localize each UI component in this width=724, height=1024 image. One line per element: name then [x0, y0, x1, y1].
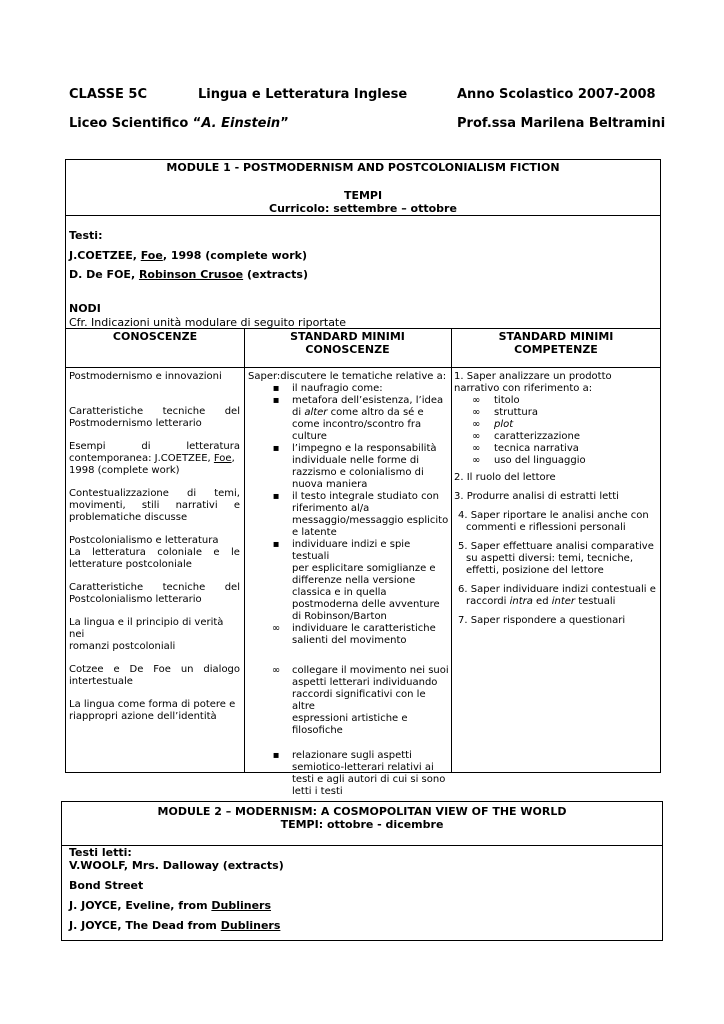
- text: ,: [231, 453, 235, 464]
- item-text: salienti del movimento: [292, 635, 407, 646]
- item-text: testi e agli autori di cui si sono: [292, 774, 446, 785]
- word: e: [233, 500, 240, 511]
- item-text: l’impegno e la responsabilità: [292, 443, 437, 454]
- text2-suffix: (extracts): [243, 268, 308, 281]
- conoscenze-line: [69, 547, 240, 559]
- word: Caratteristiche: [69, 406, 144, 417]
- item-text: razzismo e colonialismo di: [292, 467, 424, 478]
- standard-conoscenze-list: [248, 383, 449, 798]
- square-bullet-icon: ▪: [272, 750, 280, 761]
- col-separator-1: [244, 328, 245, 772]
- word: Esempi: [69, 441, 106, 452]
- class-label: CLASSE 5C: [69, 87, 148, 102]
- item-text: struttura: [494, 407, 538, 418]
- word: le: [231, 547, 240, 558]
- text: ed: [532, 596, 552, 607]
- list-item: [454, 455, 660, 467]
- word: La: [69, 547, 81, 558]
- subject-label: Lingua e Letteratura Inglese: [198, 87, 408, 102]
- list-item: [248, 665, 449, 737]
- item-text: individuare le caratteristiche: [292, 623, 436, 634]
- conoscenze-line: La lingua e il principio di verità nei: [69, 617, 224, 640]
- conoscenze-line: 1998 (complete work): [69, 465, 180, 476]
- word: narrativi: [175, 500, 218, 511]
- item-text: per esplicitare somiglianze e: [292, 563, 436, 574]
- conoscenze-line: Postmodernismo letterario: [69, 418, 202, 429]
- text1-prefix: J.COETZEE,: [69, 249, 141, 262]
- list-item: [248, 750, 449, 798]
- col3-header-line1: STANDARD MINIMI: [498, 330, 614, 343]
- item-text: classica e in quella: [292, 587, 387, 598]
- standard-competenze-column: [454, 371, 660, 627]
- competenze-item: commenti e riflessioni personali: [466, 522, 626, 533]
- item-text: postmoderna delle avventure: [292, 599, 440, 610]
- text: come altro da sé e: [327, 407, 424, 418]
- item-text: messaggio/messaggio esplicito: [292, 515, 449, 526]
- title: Dubliners: [211, 899, 272, 912]
- infinity-bullet-icon: ∞: [472, 455, 481, 466]
- word: Cotzee: [69, 664, 104, 675]
- list-item: [454, 419, 660, 431]
- list-item: [454, 395, 660, 407]
- list-item: [248, 539, 449, 623]
- item-text: il testo integrale studiato con: [292, 491, 440, 502]
- item-text: di Robinson/Barton: [292, 611, 387, 622]
- text: J. JOYCE, The Dead from: [69, 919, 221, 932]
- competenze-sublist: [454, 395, 660, 467]
- text: testuali: [575, 596, 616, 607]
- infinity-bullet-icon: ∞: [472, 407, 481, 418]
- square-bullet-icon: ▪: [272, 443, 280, 454]
- module1-text-1: [69, 249, 307, 263]
- conoscenze-line: Postcolonialismo e letteratura: [69, 535, 219, 546]
- item-text: individuale nelle forme di: [292, 455, 420, 466]
- text1-title: Foe: [140, 249, 163, 262]
- item-text: letti i testi: [292, 786, 343, 797]
- conoscenze-line: [69, 453, 240, 465]
- school-name: [69, 116, 289, 131]
- word: di: [187, 488, 197, 499]
- infinity-bullet-icon: ∞: [472, 395, 481, 406]
- square-bullet-icon: ▪: [272, 383, 280, 394]
- competenze-item: 5. Saper effettuare analisi comparative: [458, 541, 654, 552]
- item-text: culture: [292, 431, 327, 442]
- word: e: [213, 547, 220, 558]
- word: un: [180, 664, 194, 675]
- module2-text-2: Bond Street: [69, 879, 144, 892]
- module2-divider: [62, 845, 662, 846]
- infinity-bullet-icon: ∞: [271, 665, 281, 676]
- conoscenze-line: romanzi postcoloniali: [69, 641, 176, 652]
- word: letteratura: [186, 441, 240, 452]
- module2-text-4: [69, 919, 280, 933]
- competenze-item: 7. Saper rispondere a questionari: [458, 615, 626, 626]
- conoscenze-line: [69, 664, 240, 676]
- title: Dubliners: [220, 919, 281, 932]
- conoscenze-line: [69, 488, 240, 500]
- item-text: espressioni artistiche e: [292, 713, 408, 724]
- square-bullet-icon: ▪: [272, 395, 280, 406]
- word: del: [224, 406, 240, 417]
- module2-title: MODULE 2 – MODERNISM: A COSMOPOLITAN VIEW OF THE WORLD: [157, 805, 567, 818]
- item-text: e latente: [292, 527, 337, 538]
- item-text: [292, 407, 449, 419]
- item-text: plot: [494, 419, 514, 430]
- conoscenze-line: intertestuale: [69, 676, 133, 687]
- module1-divider-2: [66, 328, 660, 329]
- list-item: [454, 431, 660, 443]
- word: coloniale: [157, 547, 202, 558]
- list-item: [454, 443, 660, 455]
- word: Contestualizzazione: [69, 488, 169, 499]
- module1-divider-3: [66, 367, 660, 368]
- standard-conoscenze-column: [248, 371, 449, 798]
- col-separator-2: [451, 328, 452, 772]
- module1-text-2: [69, 268, 308, 282]
- text: contemporanea: J.COETZEE,: [69, 453, 214, 464]
- conoscenze-line: La lingua come forma di potere e: [69, 699, 236, 710]
- italic-text: alter: [304, 407, 328, 418]
- module2-text-1: V.WOOLF, Mrs. Dalloway (extracts): [69, 859, 284, 872]
- standard-conoscenze-intro: Saper:discutere le tematiche relative a:: [248, 371, 447, 382]
- module1-testi-label: Testi:: [69, 229, 103, 242]
- col1-header: CONOSCENZE: [112, 330, 198, 343]
- word: e: [113, 664, 120, 675]
- word: temi,: [214, 488, 240, 499]
- word: movimenti,: [69, 500, 126, 511]
- item-text: metafora dell’esistenza, l’idea: [292, 395, 444, 406]
- conoscenze-line: Postcolonialismo letterario: [69, 594, 202, 605]
- item-text: semiotico-letterari relativi ai: [292, 762, 434, 773]
- italic-text: inter: [551, 596, 576, 607]
- word: Foe: [153, 664, 171, 675]
- module1-tempi-label: TEMPI: [343, 189, 383, 202]
- module1-table: [65, 159, 661, 797]
- competenze-item: 6. Saper individuare indizi contestuali e: [458, 584, 656, 595]
- item-text: filosofiche: [292, 725, 343, 736]
- text2-title: Robinson Crusoe: [138, 268, 244, 281]
- module2-testi-label: Testi letti:: [69, 846, 132, 859]
- list-item: [248, 383, 449, 395]
- word: del: [224, 582, 240, 593]
- school-year: Anno Scolastico 2007-2008: [457, 87, 656, 102]
- infinity-bullet-icon: ∞: [472, 431, 481, 442]
- competenze-item: 3. Produrre analisi di estratti letti: [454, 491, 619, 502]
- module2-tempi: TEMPI: ottobre - dicembre: [280, 818, 444, 831]
- competenze-item: 2. Il ruolo del lettore: [454, 472, 556, 483]
- item-text: riferimento al/a: [292, 503, 370, 514]
- col2-header-line2: CONOSCENZE: [305, 343, 390, 356]
- infinity-bullet-icon: ∞: [472, 419, 481, 430]
- italic-text: intra: [509, 596, 533, 607]
- conoscenze-line: letterature postcoloniale: [69, 559, 192, 570]
- word: De: [129, 664, 144, 675]
- conoscenze-column: [69, 371, 240, 723]
- module2-text-3: [69, 899, 271, 913]
- item-text: il naufragio come:: [292, 383, 383, 394]
- text: di: [292, 407, 305, 418]
- item-text: collegare il movimento nei suoi: [292, 665, 449, 676]
- school-name-italic: A. Einstein: [201, 116, 281, 131]
- title: Foe: [213, 453, 232, 464]
- text: raccordi: [466, 596, 510, 607]
- module1-nodi-label: NODI: [69, 302, 101, 315]
- list-item: [454, 407, 660, 419]
- module1-curricolo: Curricolo: settembre – ottobre: [269, 202, 457, 215]
- text1-suffix: , 1998 (complete work): [162, 249, 307, 262]
- school-suffix: ”: [280, 116, 289, 131]
- conoscenze-line: problematiche discusse: [69, 512, 188, 523]
- word: stili: [141, 500, 160, 511]
- conoscenze-line: riappropri azione dell’identità: [69, 711, 217, 722]
- conoscenze-item: Postmodernismo e innovazioni: [69, 371, 222, 382]
- word: letteratura: [92, 547, 146, 558]
- item-text: come incontro/scontro fra: [292, 419, 422, 430]
- text: J. JOYCE, Eveline, from: [69, 899, 212, 912]
- list-item: [248, 443, 449, 491]
- text2-prefix: D. De FOE,: [69, 268, 139, 281]
- conoscenze-line: [69, 582, 240, 594]
- school-prefix: Liceo Scientifico “: [69, 116, 202, 131]
- word: dialogo: [203, 664, 241, 675]
- conoscenze-line: [69, 500, 240, 512]
- competenze-item: narrativo con riferimento a:: [454, 383, 593, 394]
- infinity-bullet-icon: ∞: [472, 443, 481, 454]
- item-text: individuare indizi e spie testuali: [292, 539, 411, 562]
- list-item: [248, 491, 449, 539]
- competenze-item: effetti, posizione del lettore: [466, 565, 604, 576]
- competenze-item: 1. Saper analizzare un prodotto: [454, 371, 612, 382]
- item-text: raccordi significativi con le altre: [292, 689, 426, 712]
- word: tecniche: [162, 406, 206, 417]
- item-text: uso del linguaggio: [494, 455, 586, 466]
- competenze-item: [454, 596, 660, 608]
- item-text: aspetti letterari individuando: [292, 677, 438, 688]
- item-text: relazionare sugli aspetti: [292, 750, 412, 761]
- col3-header-line2: COMPETENZE: [514, 343, 598, 356]
- competenze-item: su aspetti diversi: temi, tecniche,: [466, 553, 634, 564]
- list-item: [248, 395, 449, 443]
- module1-divider-1: [66, 215, 660, 216]
- item-text: titolo: [494, 395, 520, 406]
- module1-nodi-text: Cfr. Indicazioni unità modulare di seguito riportate: [69, 316, 347, 329]
- square-bullet-icon: ▪: [272, 491, 280, 502]
- list-item: [248, 623, 449, 647]
- item-text: tecnica narrativa: [494, 443, 579, 454]
- infinity-bullet-icon: ∞: [271, 623, 281, 634]
- conoscenze-line: [69, 406, 240, 418]
- teacher-name: Prof.ssa Marilena Beltramini: [457, 116, 666, 131]
- item-text: differenze nella versione: [292, 575, 416, 586]
- square-bullet-icon: ▪: [272, 539, 280, 550]
- module1-title: MODULE 1 - POSTMODERNISM AND POSTCOLONIALISM FICTION: [166, 161, 560, 174]
- item-text: caratterizzazione: [494, 431, 581, 442]
- competenze-item: 4. Saper riportare le analisi anche con: [458, 510, 649, 521]
- word: Caratteristiche: [69, 582, 144, 593]
- word: tecniche: [162, 582, 206, 593]
- word: di: [141, 441, 151, 452]
- module2-table: [61, 801, 663, 941]
- item-text: nuova maniera: [292, 479, 368, 490]
- conoscenze-line: [69, 441, 240, 453]
- col2-header-line1: STANDARD MINIMI: [290, 330, 405, 343]
